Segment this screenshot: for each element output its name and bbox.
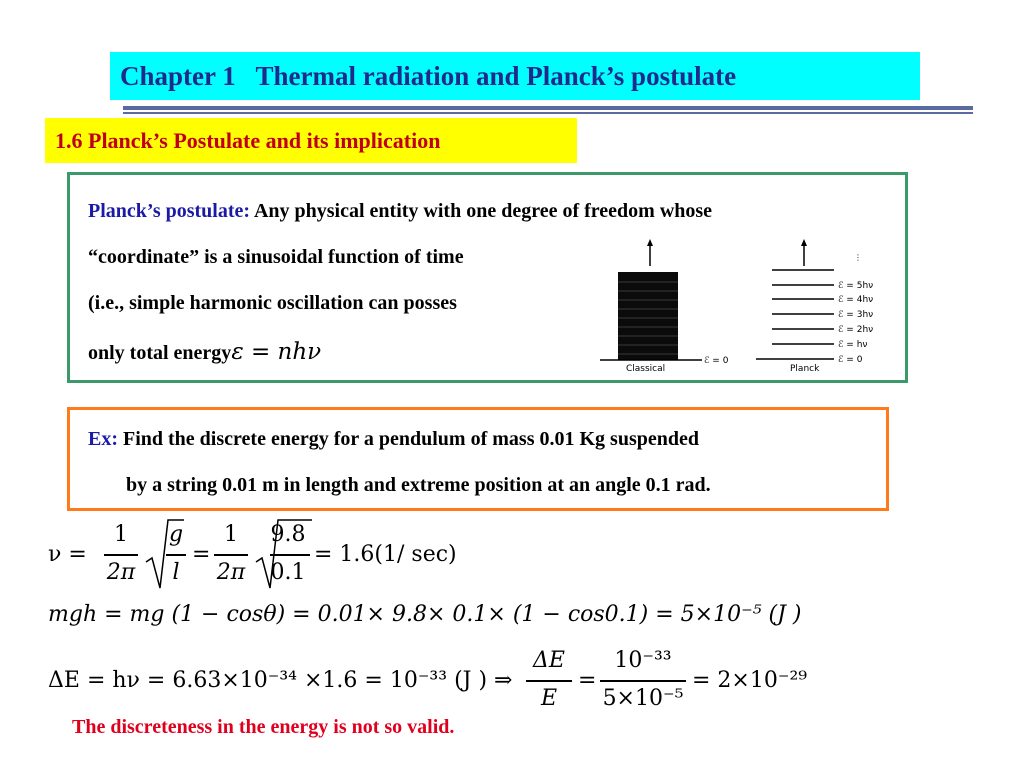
postulate-line-2: “coordinate” is a sinusoidal function of time — [88, 246, 464, 268]
example-text-1: Find the discrete energy for a pendulum of mass 0.01 Kg suspended — [118, 428, 699, 450]
eq1-den1: 2π — [106, 560, 136, 585]
postulate-line-4 — [88, 339, 321, 365]
classical-label: Classical — [626, 364, 666, 374]
eq3-frac-num: ΔE — [533, 648, 565, 673]
section-heading: 1.6 Planck’s Postulate and its implication — [45, 118, 577, 163]
eq1-sqrt1-den: l — [172, 560, 180, 585]
eq3-frac2-num: 10⁻³³ — [614, 648, 672, 673]
eq1-sqrt1-num: g — [168, 522, 184, 547]
eq3-eq: = — [578, 668, 597, 693]
postulate-text-4: only total energy — [88, 342, 232, 364]
title-underline-thin — [123, 112, 973, 114]
eq1-num2: 1 — [224, 522, 238, 547]
level-3-label: ℰ = 3hν — [838, 310, 874, 320]
example-line-1 — [88, 428, 699, 451]
level-5-label: ℰ = 5hν — [838, 281, 874, 291]
eq1-sqrt2-num: 9.8 — [270, 522, 306, 547]
frequency-equation — [44, 518, 484, 594]
eq1-sqrt2-den: 0.1 — [270, 560, 306, 585]
postulate-label: Planck’s postulate: — [88, 200, 251, 222]
level-0-label: ℰ = 0 — [838, 355, 863, 365]
eq1-lhs: ν = — [48, 542, 87, 567]
postulate-line-1 — [88, 200, 712, 223]
energy-formula: ε = nhν — [231, 339, 322, 365]
eq1-eq: = — [192, 542, 211, 567]
level-1-label: ℰ = hν — [838, 340, 868, 350]
slide-title: Chapter 1 Thermal radiation and Planck’s postulate — [110, 52, 920, 100]
planck-diagram — [756, 239, 873, 374]
eq3-lhs: ΔE = hν = 6.63×10⁻³⁴ ×1.6 = 10⁻³³ (J ) ⇒ — [48, 668, 513, 693]
example-label: Ex: — [88, 428, 118, 450]
level-4-label: ℰ = 4hν — [838, 295, 874, 305]
eq1-den2: 2π — [216, 560, 246, 585]
eq3-frac-den: E — [540, 686, 558, 711]
eq3-rhs: = 2×10⁻²⁹ — [692, 668, 808, 693]
svg-text:⋮: ⋮ — [854, 253, 862, 262]
postulate-line-3: (i.e., simple harmonic oscillation can posses — [88, 292, 457, 314]
classical-zero-label: ℰ = 0 — [704, 356, 729, 366]
planck-label: Planck — [790, 364, 820, 374]
conclusion-text: The discreteness in the energy is not so valid. — [72, 716, 455, 738]
energy-level-diagram — [592, 236, 898, 376]
eq3-frac2-den: 5×10⁻⁵ — [602, 686, 684, 711]
example-line-2: by a string 0.01 m in length and extreme position at an angle 0.1 rad. — [126, 474, 711, 496]
discreteness-equation — [48, 646, 828, 716]
postulate-text-1: Any physical entity with one degree of freedom whose — [250, 200, 713, 222]
eq1-num1: 1 — [114, 522, 128, 547]
title-underline — [123, 106, 973, 110]
energy-equation: mgh = mg (1 − cosθ) = 0.01× 9.8× 0.1× (1 − cos0.1) = 5×10⁻⁵ (J ) — [48, 602, 802, 627]
classical-diagram — [600, 239, 729, 374]
eq1-rhs: = 1.6(1/ sec) — [314, 542, 457, 567]
level-2-label: ℰ = 2hν — [838, 325, 874, 335]
